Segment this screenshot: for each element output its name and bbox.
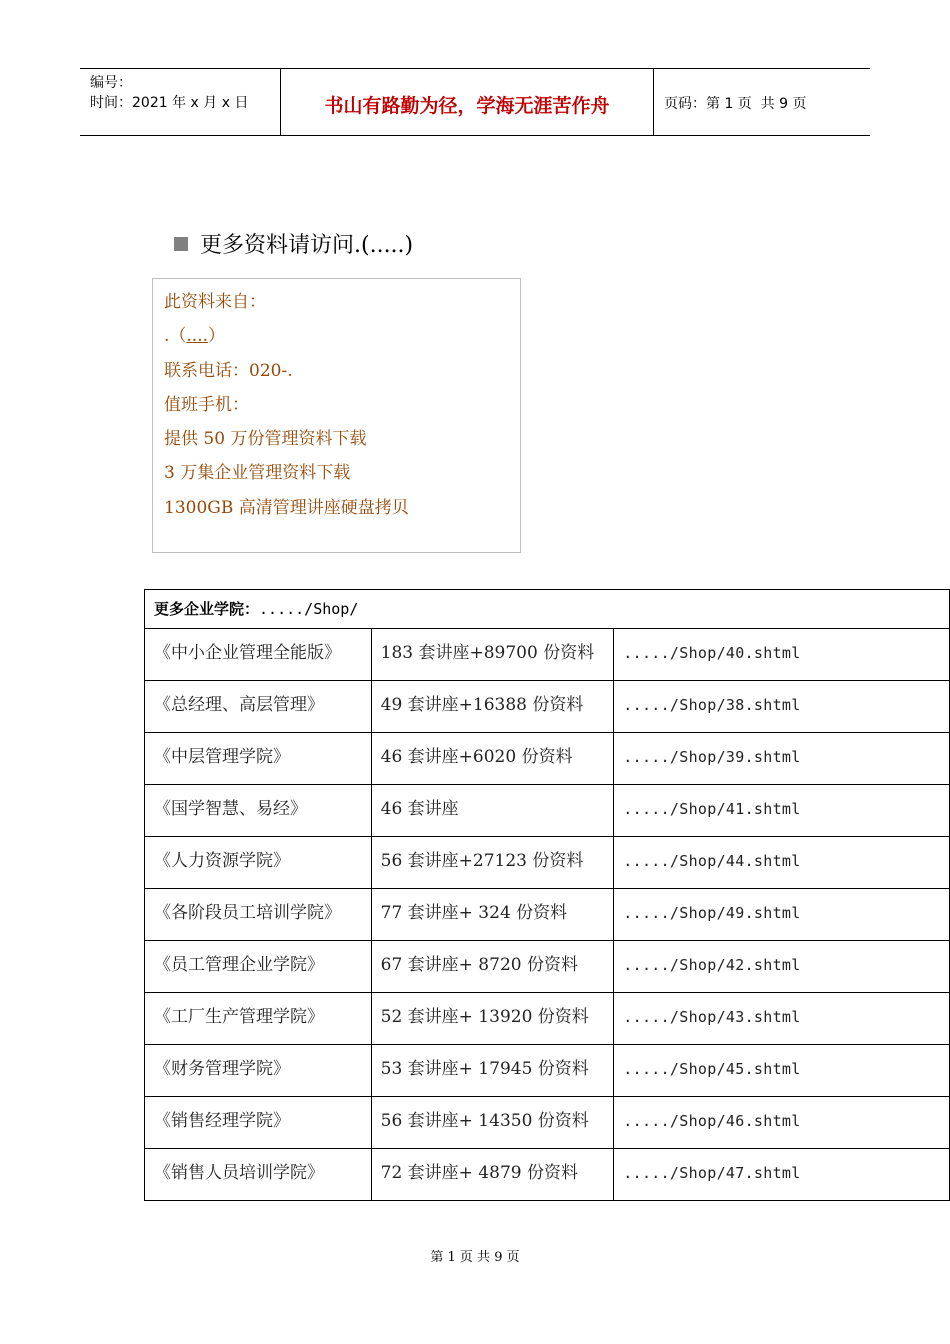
header-meta xyxy=(80,69,281,135)
course-link[interactable]: ...../Shop/44.shtml xyxy=(614,837,950,889)
course-content: 52 套讲座+ 13920 份资料 xyxy=(371,993,614,1045)
table-row xyxy=(145,1097,950,1149)
course-content: 183 套讲座+89700 份资料 xyxy=(371,629,614,681)
course-name: 《国学智慧、易经》 xyxy=(145,785,372,837)
course-name: 《中层管理学院》 xyxy=(145,733,372,785)
time-label: 时间：2021 年 x 月 x 日 xyxy=(90,95,249,111)
table-row xyxy=(145,629,950,681)
table-title-cell xyxy=(145,590,950,629)
table-row xyxy=(145,681,950,733)
course-content: 56 套讲座+27123 份资料 xyxy=(371,837,614,889)
course-content: 72 套讲座+ 4879 份资料 xyxy=(371,1149,614,1201)
number-label: 编号： xyxy=(90,75,132,91)
source-line-5: 提供 50 万份管理资料下载 xyxy=(164,429,367,450)
page-footer: 第 1 页 共 9 页 xyxy=(430,1250,520,1265)
table-title-label: 更多企业学院： xyxy=(154,600,260,618)
course-link[interactable]: ...../Shop/49.shtml xyxy=(614,889,950,941)
course-name: 《员工管理企业学院》 xyxy=(145,941,372,993)
header-page-info xyxy=(654,69,870,135)
source-phone: 联系电话：020-. xyxy=(164,360,293,381)
course-link[interactable]: ...../Shop/41.shtml xyxy=(614,785,950,837)
source-link-suffix: ） xyxy=(208,326,226,347)
table-row xyxy=(145,889,950,941)
course-content: 49 套讲座+16388 份资料 xyxy=(371,681,614,733)
source-line-1: 此资料来自： xyxy=(164,292,266,312)
table-row xyxy=(145,733,950,785)
course-content: 56 套讲座+ 14350 份资料 xyxy=(371,1097,614,1149)
course-content: 67 套讲座+ 8720 份资料 xyxy=(371,941,614,993)
course-name: 《总经理、高层管理》 xyxy=(145,681,372,733)
table-row xyxy=(145,993,950,1045)
table-row xyxy=(145,1149,950,1201)
course-link[interactable]: ...../Shop/43.shtml xyxy=(614,993,950,1045)
course-content: 77 套讲座+ 324 份资料 xyxy=(371,889,614,941)
course-content: 46 套讲座+6020 份资料 xyxy=(371,733,614,785)
page-label: 页码：第 1 页 共 9 页 xyxy=(664,96,807,112)
course-link[interactable]: ...../Shop/39.shtml xyxy=(614,733,950,785)
course-link[interactable]: ...../Shop/38.shtml xyxy=(614,681,950,733)
source-line-2 xyxy=(164,319,520,353)
source-mobile: 值班手机： xyxy=(164,394,249,415)
header-motto: 书山有路勤为径，学海无涯苦作舟 xyxy=(281,69,654,135)
document-header xyxy=(80,68,870,136)
course-link[interactable]: ...../Shop/40.shtml xyxy=(614,629,950,681)
course-name: 《中小企业管理全能版》 xyxy=(145,629,372,681)
course-link[interactable]: ...../Shop/46.shtml xyxy=(614,1097,950,1149)
table-row xyxy=(145,941,950,993)
academy-table xyxy=(144,589,950,1201)
course-name: 《工厂生产管理学院》 xyxy=(145,993,372,1045)
table-title-row xyxy=(145,590,950,629)
table-row xyxy=(145,1045,950,1097)
table-title-link[interactable]: ...../Shop/ xyxy=(259,600,359,618)
more-info-line xyxy=(174,228,413,259)
course-name: 《销售人员培训学院》 xyxy=(145,1149,372,1201)
square-bullet-icon xyxy=(174,237,188,251)
course-name: 《财务管理学院》 xyxy=(145,1045,372,1097)
course-name: 《各阶段员工培训学院》 xyxy=(145,889,372,941)
course-content: 53 套讲座+ 17945 份资料 xyxy=(371,1045,614,1097)
source-link-prefix: .（ xyxy=(164,326,187,347)
course-link[interactable]: ...../Shop/47.shtml xyxy=(614,1149,950,1201)
course-name: 《销售经理学院》 xyxy=(145,1097,372,1149)
course-link[interactable]: ...../Shop/45.shtml xyxy=(614,1045,950,1097)
table-row xyxy=(145,785,950,837)
source-line-7: 1300GB 高清管理讲座硬盘拷贝 xyxy=(164,497,409,518)
course-name: 《人力资源学院》 xyxy=(145,837,372,889)
source-link[interactable]: .... xyxy=(186,326,209,347)
source-box xyxy=(152,278,521,553)
course-link[interactable]: ...../Shop/42.shtml xyxy=(614,941,950,993)
table-row xyxy=(145,837,950,889)
more-info-text: 更多资料请访问.(.....) xyxy=(200,233,414,258)
source-line-6: 3 万集企业管理资料下载 xyxy=(164,463,351,484)
course-content: 46 套讲座 xyxy=(371,785,614,837)
